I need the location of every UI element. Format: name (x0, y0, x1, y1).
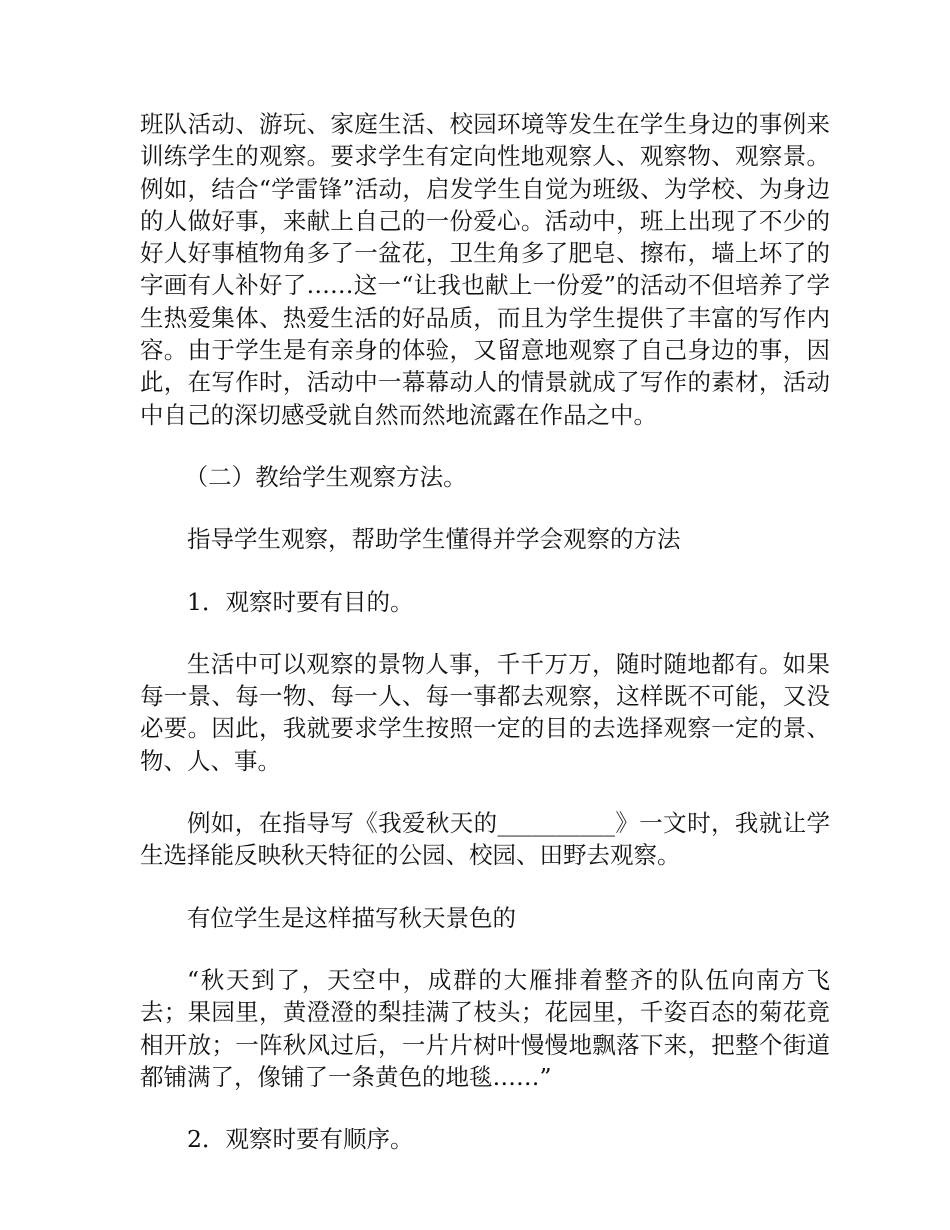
numbered-subheading: 1．观察时要有目的。 (187, 587, 414, 616)
body-paragraph: 生活中可以观察的景物人事，千千万万，随时随地都有。如果每一景、每一物、每一人、每一事都去观察，这样既不可能，又没必要。因此，我就要求学生按照一定的目的去选择观察一定的景、物、人、事。 (140, 649, 830, 775)
quoted-paragraph: “秋天到了，天空中，成群的大雁排着整齐的队伍向南方飞去；果园里，黄澄澄的梨挂满了枝头；花园里，千姿百态的菊花竟相开放；一阵秋风过后，一片片树叶慢慢地飘落下来，把整个街道都铺满了，像铺了一条黄色的地毯……” (140, 965, 830, 1091)
document-page (140, 108, 830, 1185)
body-paragraph: 例如，在指导写《我爱秋天的__________》一文时，我就让学生选择能反映秋天特征的公园、校园、田野去观察。 (140, 809, 830, 870)
body-paragraph: 指导学生观察，帮助学生懂得并学会观察的方法 (187, 525, 681, 554)
body-paragraph: 班队活动、游玩、家庭生活、校园环境等发生在学生身边的事例来训练学生的观察。要求学生有定向性地观察人、观察物、观察景。例如，结合“学雷锋”活动，启发学生自觉为班级、为学校、为身边的人做好事，来献上自己的一份爱心。活动中，班上出现了不少的好人好事植物角多了一盆花，卫生角多了肥皂、擦布，墙上坏了的字画有人补好了……这一“让我也献上一份爱”的活动不但培养了学生热爱集体、热爱生活的好品质，而且为学生提供了丰富的写作内容。由于学生是有亲身的体验，又留意地观察了自己身边的事，因此，在写作时，活动中一幕幕动人的情景就成了写作的素材，活动中自己的深切感受就自然而然地流露在作品之中。 (140, 110, 830, 429)
body-paragraph: 有位学生是这样描写秋天景色的 (187, 903, 516, 932)
numbered-subheading: 2．观察时要有顺序。 (187, 1125, 414, 1154)
section-heading: （二）教给学生观察方法。 (184, 462, 467, 491)
